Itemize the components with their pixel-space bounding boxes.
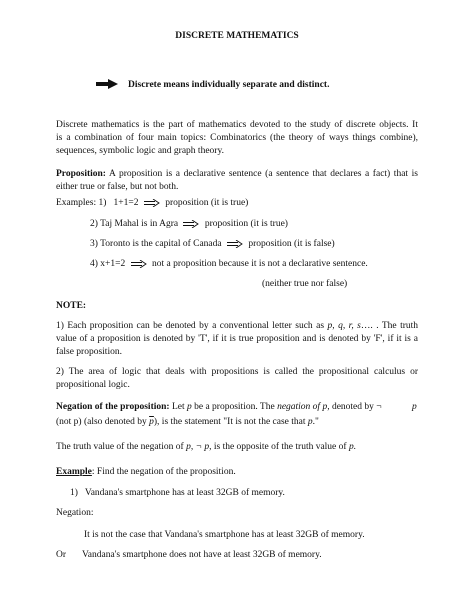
note-2-line-1: 2) The area of logic that deals with propositions is called the propositional calculus or bbox=[56, 367, 418, 377]
negation-line-2 bbox=[56, 416, 319, 428]
example-text: : Find the negation of the proposition. bbox=[91, 467, 236, 477]
intro-line-3: sequences, symbolic logic and graph theory. bbox=[56, 146, 224, 156]
implies-arrow-icon bbox=[131, 260, 147, 268]
note-1-text: 1) Each proposition can be denoted by a conventional letter such as bbox=[56, 321, 325, 331]
note-1-line-3: false proposition. bbox=[56, 347, 122, 357]
example-heading-line bbox=[56, 466, 236, 478]
truth-d: p. bbox=[348, 442, 357, 452]
negation-of-p: negation of p, bbox=[277, 402, 330, 412]
truth-value-line bbox=[56, 441, 356, 453]
example-4-result: not a proposition because it is not a declarative sentence. bbox=[152, 259, 368, 269]
example-1-result: proposition (it is true) bbox=[165, 198, 249, 208]
example-3-num: 3) bbox=[90, 239, 98, 249]
example-3-result: proposition (it is false) bbox=[248, 239, 335, 249]
negation-line-1 bbox=[56, 401, 382, 413]
note-1-line-1 bbox=[56, 320, 418, 332]
example-label: Example bbox=[56, 467, 92, 477]
proposition-term: Proposition: bbox=[56, 169, 106, 179]
example-1-text: 1+1=2 bbox=[113, 198, 139, 208]
proposition-line-1 bbox=[56, 168, 418, 180]
example-2-text: Taj Mahal is in Agra bbox=[100, 219, 179, 229]
example-1 bbox=[56, 197, 248, 209]
headline: Discrete means individually separate and distinct. bbox=[128, 80, 330, 90]
negation-heading: Negation of the proposition: bbox=[56, 402, 170, 412]
negation-close: ." bbox=[312, 417, 319, 427]
intro-line-2: is a combination of four main topics: Combinatorics (the theory of ways things combine), bbox=[56, 133, 418, 143]
example-4-num: 4) bbox=[90, 259, 98, 269]
page-title: DISCRETE MATHEMATICS bbox=[175, 31, 299, 41]
note-1-letters: p, q, r, s bbox=[327, 321, 361, 331]
negation-let: Let bbox=[171, 402, 185, 412]
or-label: Or bbox=[56, 550, 67, 560]
example-3-text: Toronto is the capital of Canada bbox=[100, 239, 222, 249]
negation-or-line bbox=[56, 549, 66, 561]
negation-answer-1: It is not the case that Vandana's smartphone has at least 32GB of memory. bbox=[84, 530, 365, 540]
example-2-result: proposition (it is true) bbox=[204, 219, 288, 229]
negation-denoted: denoted by ¬ bbox=[331, 402, 382, 412]
negation-p: p bbox=[187, 402, 192, 412]
example-item-text: Vandana's smartphone has at least 32GB of memory. bbox=[84, 488, 285, 498]
truth-a: The truth value of the negation of bbox=[56, 442, 184, 452]
note-heading: NOTE: bbox=[56, 301, 87, 311]
note-1-line-2: value of a proposition is denoted by 'T', if it is true proposition and is denoted by 'F', if it is a bbox=[56, 334, 418, 344]
proposition-def: A proposition is a declarative sentence (a sentence that declares a fact) that is bbox=[109, 169, 418, 179]
example-4-text: x+1=2 bbox=[100, 259, 126, 269]
example-item bbox=[70, 487, 285, 499]
proposition-line-2: either true or false, but not both. bbox=[56, 182, 179, 192]
implies-arrow-icon bbox=[183, 220, 199, 228]
right-arrow-icon bbox=[96, 79, 118, 89]
example-4-note: (neither true nor false) bbox=[262, 279, 348, 289]
negation-pbar: $\overline{p}$ bbox=[149, 417, 154, 427]
note-2-line-2: propositional logic. bbox=[56, 380, 130, 390]
truth-b: p, ¬ p, bbox=[186, 442, 212, 452]
example-2-num: 2) bbox=[90, 219, 98, 229]
note-1-tail: …. . The truth bbox=[360, 321, 419, 331]
truth-c: is the opposite of the truth value of bbox=[213, 442, 347, 452]
example-4 bbox=[90, 258, 368, 270]
example-2 bbox=[90, 218, 288, 230]
intro-line-1: Discrete mathematics is the part of mathematics devoted to the study of discrete objects. It bbox=[56, 120, 418, 130]
negation-p-2: p bbox=[307, 417, 313, 427]
example-item-num: 1) bbox=[70, 488, 78, 498]
implies-arrow-icon bbox=[227, 240, 243, 248]
negation-answer-2: Vandana's smartphone does not have at least 32GB of memory. bbox=[82, 550, 322, 560]
negation-be: be a proposition. The bbox=[194, 402, 275, 412]
negation-p-end: p bbox=[412, 402, 417, 412]
examples-label: Examples: 1) bbox=[56, 198, 107, 208]
negation-statement: ), is the statement "It is not the case that bbox=[153, 417, 306, 427]
example-3 bbox=[90, 238, 335, 250]
negation-also: (not p) (also denoted by bbox=[56, 417, 147, 427]
implies-arrow-icon bbox=[144, 199, 160, 207]
negation-label: Negation: bbox=[56, 508, 94, 518]
